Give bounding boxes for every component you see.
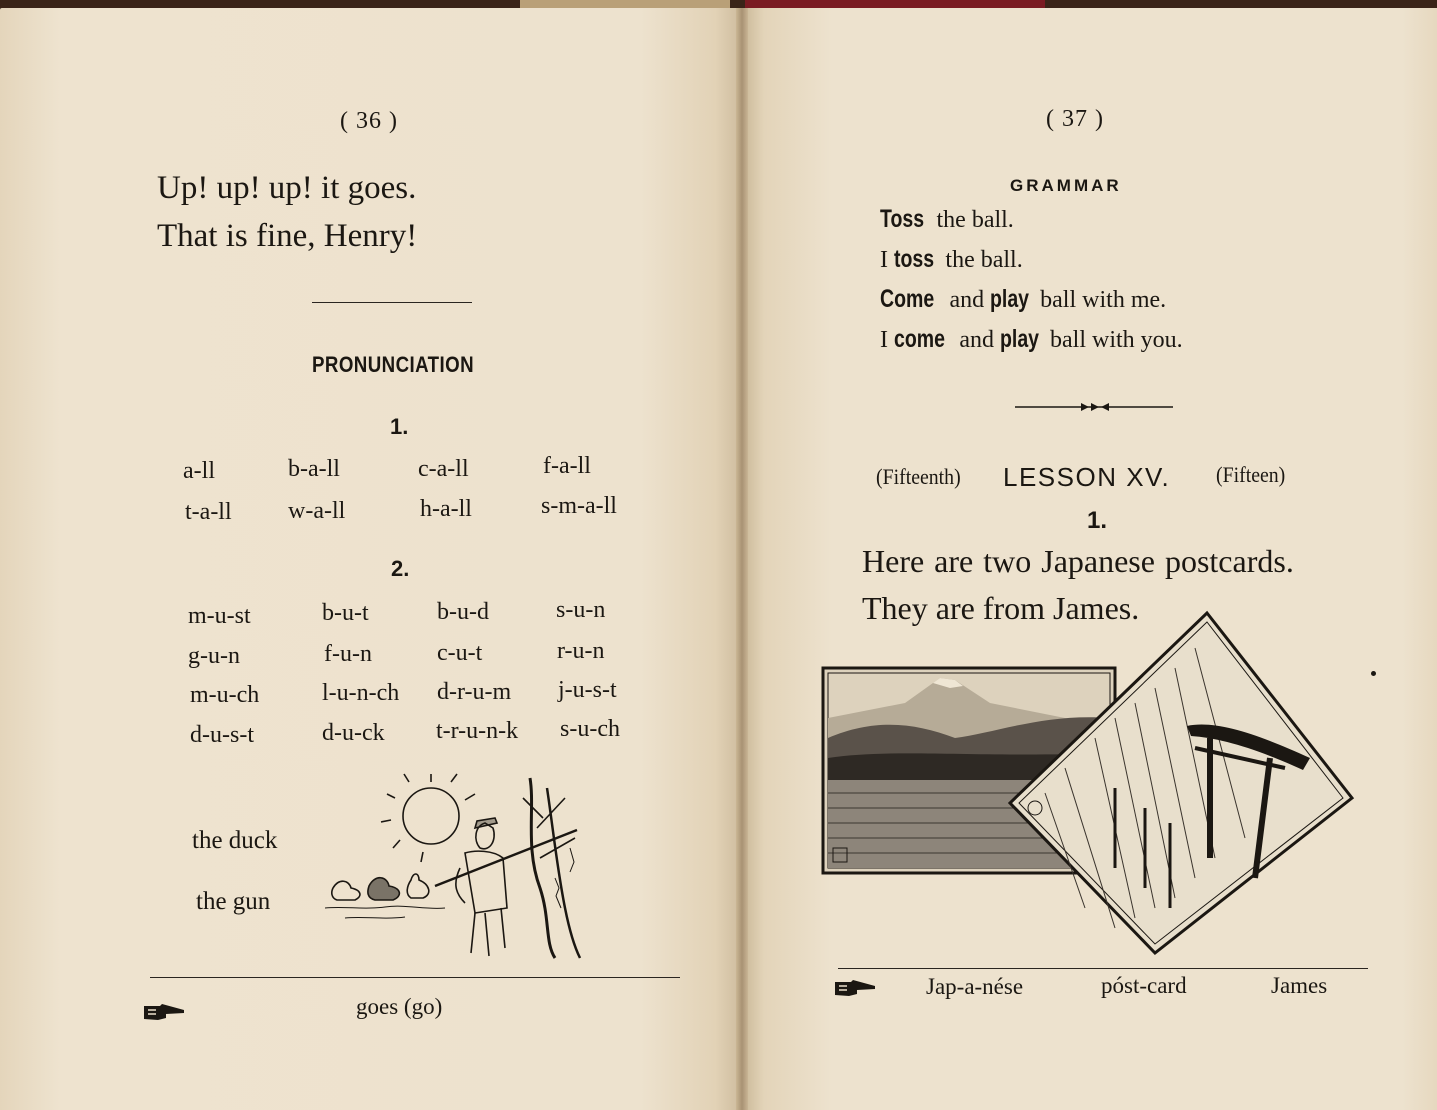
lesson-section-number: 1. xyxy=(1087,507,1108,534)
footnote-james: James xyxy=(1271,973,1328,998)
pron-cell: h-a-ll xyxy=(420,496,472,522)
page-number-left: ( 36 ) xyxy=(340,108,398,134)
pron-cell: t-r-u-n-k xyxy=(436,718,519,744)
postcards-illustration xyxy=(815,608,1360,958)
pron-cell: s-u-n xyxy=(556,597,606,623)
pron-cell: g-u-n xyxy=(188,643,240,669)
pronunciation-heading: PRONUNCIATION xyxy=(312,352,475,377)
pron-cell: f-a-ll xyxy=(543,453,591,479)
pron-cell: m-u-st xyxy=(188,603,251,629)
pron-cell: r-u-n xyxy=(557,638,605,664)
red-binding-top xyxy=(745,0,1045,8)
grammar-heading: GRAMMAR xyxy=(1010,176,1122,195)
page-edge-top xyxy=(520,0,730,8)
pron-cell: d-r-u-m xyxy=(437,679,512,705)
caption-duck: the duck xyxy=(192,827,278,854)
footnote-japanese: Jap-a-nése xyxy=(926,974,1024,999)
pron-cell: j-u-s-t xyxy=(558,677,617,703)
pointing-hand-icon xyxy=(833,978,877,998)
footnote-postcard: póst-card xyxy=(1101,973,1187,998)
section-number-1: 1. xyxy=(390,414,409,439)
footnote-rule-right xyxy=(838,968,1368,969)
divider-rule xyxy=(312,302,472,303)
pron-cell: f-u-n xyxy=(324,641,372,667)
lesson-line-1: Here are two Japanese postcards. xyxy=(862,543,1294,579)
duck-icon xyxy=(332,881,360,900)
pron-cell: b-u-t xyxy=(322,600,369,626)
pron-cell: s-m-a-ll xyxy=(541,493,617,519)
story-line-1: Up! up! up! it goes. xyxy=(157,170,417,206)
grammar-line-3: Come and play ball with me. xyxy=(880,285,1167,313)
lesson-ordinal: (Fifteenth) xyxy=(876,464,961,489)
section-number-2: 2. xyxy=(391,556,410,581)
sun-icon xyxy=(381,774,475,862)
lesson-title: LESSON XV. xyxy=(1003,462,1171,492)
lesson-cardinal: (Fifteen) xyxy=(1216,462,1286,487)
pron-cell: t-a-ll xyxy=(185,499,232,525)
pron-cell: d-u-s-t xyxy=(190,722,254,748)
pron-cell: d-u-ck xyxy=(322,720,385,746)
story-line-2: That is fine, Henry! xyxy=(157,218,418,254)
pron-cell: c-u-t xyxy=(437,640,483,666)
pron-cell: b-a-ll xyxy=(288,456,340,482)
grammar-line-2: I toss the ball. xyxy=(880,245,1023,273)
torii-gate-postcard xyxy=(1010,613,1352,953)
caption-gun: the gun xyxy=(196,888,271,915)
lesson-line-2: They are from James. xyxy=(862,590,1140,626)
duck-icon xyxy=(368,878,400,900)
pron-cell: b-u-d xyxy=(437,599,489,625)
pointing-hand-icon xyxy=(142,1002,186,1022)
pron-cell: w-a-ll xyxy=(288,498,346,524)
book-gutter xyxy=(736,8,748,1110)
footnote-rule-left xyxy=(150,977,680,978)
footnote-goes: goes (go) xyxy=(356,994,443,1019)
pron-cell: c-a-ll xyxy=(418,456,469,482)
page-number-right: ( 37 ) xyxy=(1046,106,1104,132)
pron-cell: s-u-ch xyxy=(560,716,620,742)
hunter-with-gun-illustration xyxy=(325,768,595,960)
grammar-line-1: Toss the ball. xyxy=(880,205,1014,233)
grammar-line-4: I come and play ball with you. xyxy=(880,325,1183,353)
duck-icon xyxy=(407,874,429,898)
pron-cell: l-u-n-ch xyxy=(322,680,400,706)
pron-cell: m-u-ch xyxy=(190,682,260,708)
ornamental-divider xyxy=(1015,400,1173,414)
ink-dot xyxy=(1371,671,1376,676)
pron-cell: a-ll xyxy=(183,458,215,484)
